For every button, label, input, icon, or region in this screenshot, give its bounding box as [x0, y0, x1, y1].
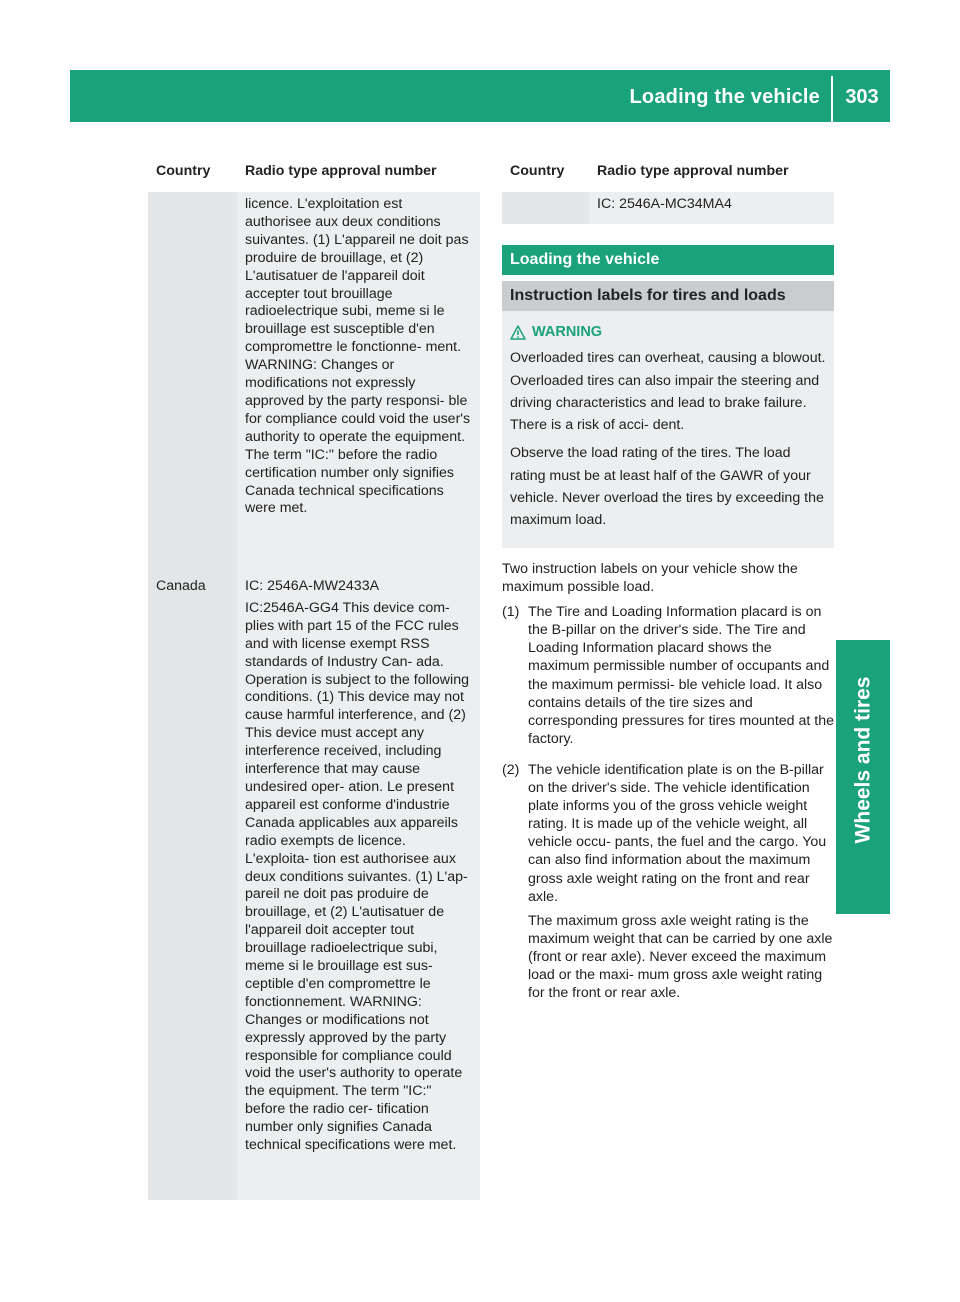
- warning-text: Observe the load rating of the tires. The load rating must be at least half of the GAWR of your vehicle. Never overload the tires by exceeding the maximum load.: [510, 445, 824, 529]
- col-country-header: Country: [510, 163, 565, 180]
- approval-cell: [237, 566, 480, 1200]
- table-header-row: [148, 152, 480, 192]
- chapter-side-tab: [836, 640, 890, 880]
- approval-text: licence. L'exploitation est authorisee aux deux conditions suivantes. (1) L'appareil ne doit pas produire de brouillage, et (2) L'autisatuer de l'appareil doit accepter tout brouillage radioelectrique subi, meme si le brouillage est susceptible d'en compromettre le fonctionne- ment. WARNING: Changes or modifications not expressly approved by the party responsi- ble for compliance could void the user's authority to operate the equipment. The term "IC:" before the radio certification number only signifies Canada technical specifications were met.: [245, 196, 471, 517]
- country-cell: Canada: [148, 566, 237, 1200]
- body-text: [502, 560, 834, 1015]
- country-cell: [148, 192, 237, 566]
- table-row: [502, 192, 834, 224]
- list-item-content: [528, 761, 834, 1008]
- radio-approval-table-left: [148, 152, 480, 1200]
- approval-ic-number: IC: 2546A-MW2433A: [245, 578, 380, 594]
- approval-cell: [237, 192, 480, 566]
- page-title: Loading the vehicle: [629, 86, 820, 108]
- table-header-row: [502, 152, 834, 192]
- list-item-text: The maximum gross axle weight rating is the maximum weight that can be carried by one axle (front or rear axle). Never exceed the maximum load or the maxi- mum gross axle weight rating for the front or rear axle.: [528, 912, 833, 1002]
- warning-text: Overloaded tires can overheat, causing a blowout. Overloaded tires can also impair the steering and driving characteristics and lead to brake failure. There is a risk of acci- dent.: [510, 350, 826, 434]
- list-item-text: The vehicle identification plate is on the B-pillar on the driver's side. The vehicle identification plate informs you of the gross vehicle weight rating. It is made up of the vehicle weight, all vehicle occu- pants, the fuel and the cargo. You can also find information about the maximum gross axle weight rating on the front and rear axle.: [528, 761, 827, 905]
- radio-approval-table-right: [502, 152, 834, 224]
- warning-box: [502, 311, 834, 548]
- intro-paragraph: Two instruction labels on your vehicle show the maximum possible load.: [502, 561, 798, 596]
- col-radio-header: Radio type approval number: [597, 163, 789, 180]
- page-number: 303: [845, 86, 879, 108]
- list-item-text: The Tire and Loading Information placard is on the B-pillar on the driver's side. The Tire and Loading Information placard shows the maximum permissible number of occupants and the maximum permissi- ble vehicle load. It also contains details of the tire sizes and corresponding pressures for tires mounted at the factory.: [528, 604, 834, 747]
- chapter-marker-square: [836, 856, 890, 914]
- section-subheading: Instruction labels for tires and loads: [502, 281, 834, 311]
- chapter-side-tab-label: Wheels and tires: [851, 676, 875, 844]
- list-item: [502, 761, 834, 1008]
- warning-triangle-icon: [510, 325, 526, 340]
- col-country-header: Country: [156, 163, 211, 180]
- approval-cell: IC: 2546A-MC34MA4: [589, 192, 834, 224]
- list-item-number: (1): [502, 604, 520, 621]
- warning-header: [510, 321, 826, 343]
- list-item: [502, 603, 834, 754]
- col-radio-header: Radio type approval number: [245, 163, 437, 180]
- header-divider: [831, 76, 833, 122]
- section-heading: Loading the vehicle: [502, 245, 834, 275]
- approval-text: IC:2546A-GG4 This device com- plies with part 15 of the FCC rules and with license exempt RSS standards of Industry Can- ada. Operation is subject to the following conditions. (1) This device may not cause harmful interference, and (2) This device must accept any interference received, including interference that may cause undesired oper- ation. Le present appareil est conforme d'industrie Canada applicables aux appareils radio exempts de licence. L'exploita- tion est authorisee aux deux conditions suivantes. (1) L'ap- pareil ne doit pas produire de brouillage, et (2) L'autisatuer de l'appareil doit accepter tout brouillage radioelectrique subi, meme si le brouillage est sus- ceptible d'en compromettre le fonctionnement. WARNING: Changes or modifications not expressly approved by the party responsible for compliance could void the user's authority to operate the equipment. The term "IC:" before the radio cer- tification number only signifies Canada technical specifications were met.: [245, 599, 469, 1154]
- list-item-content: [528, 603, 834, 754]
- table-row: [148, 566, 480, 1200]
- table-row: [148, 192, 480, 566]
- country-cell: [502, 192, 589, 224]
- warning-label: WARNING: [532, 324, 603, 340]
- list-item-number: (2): [502, 761, 520, 778]
